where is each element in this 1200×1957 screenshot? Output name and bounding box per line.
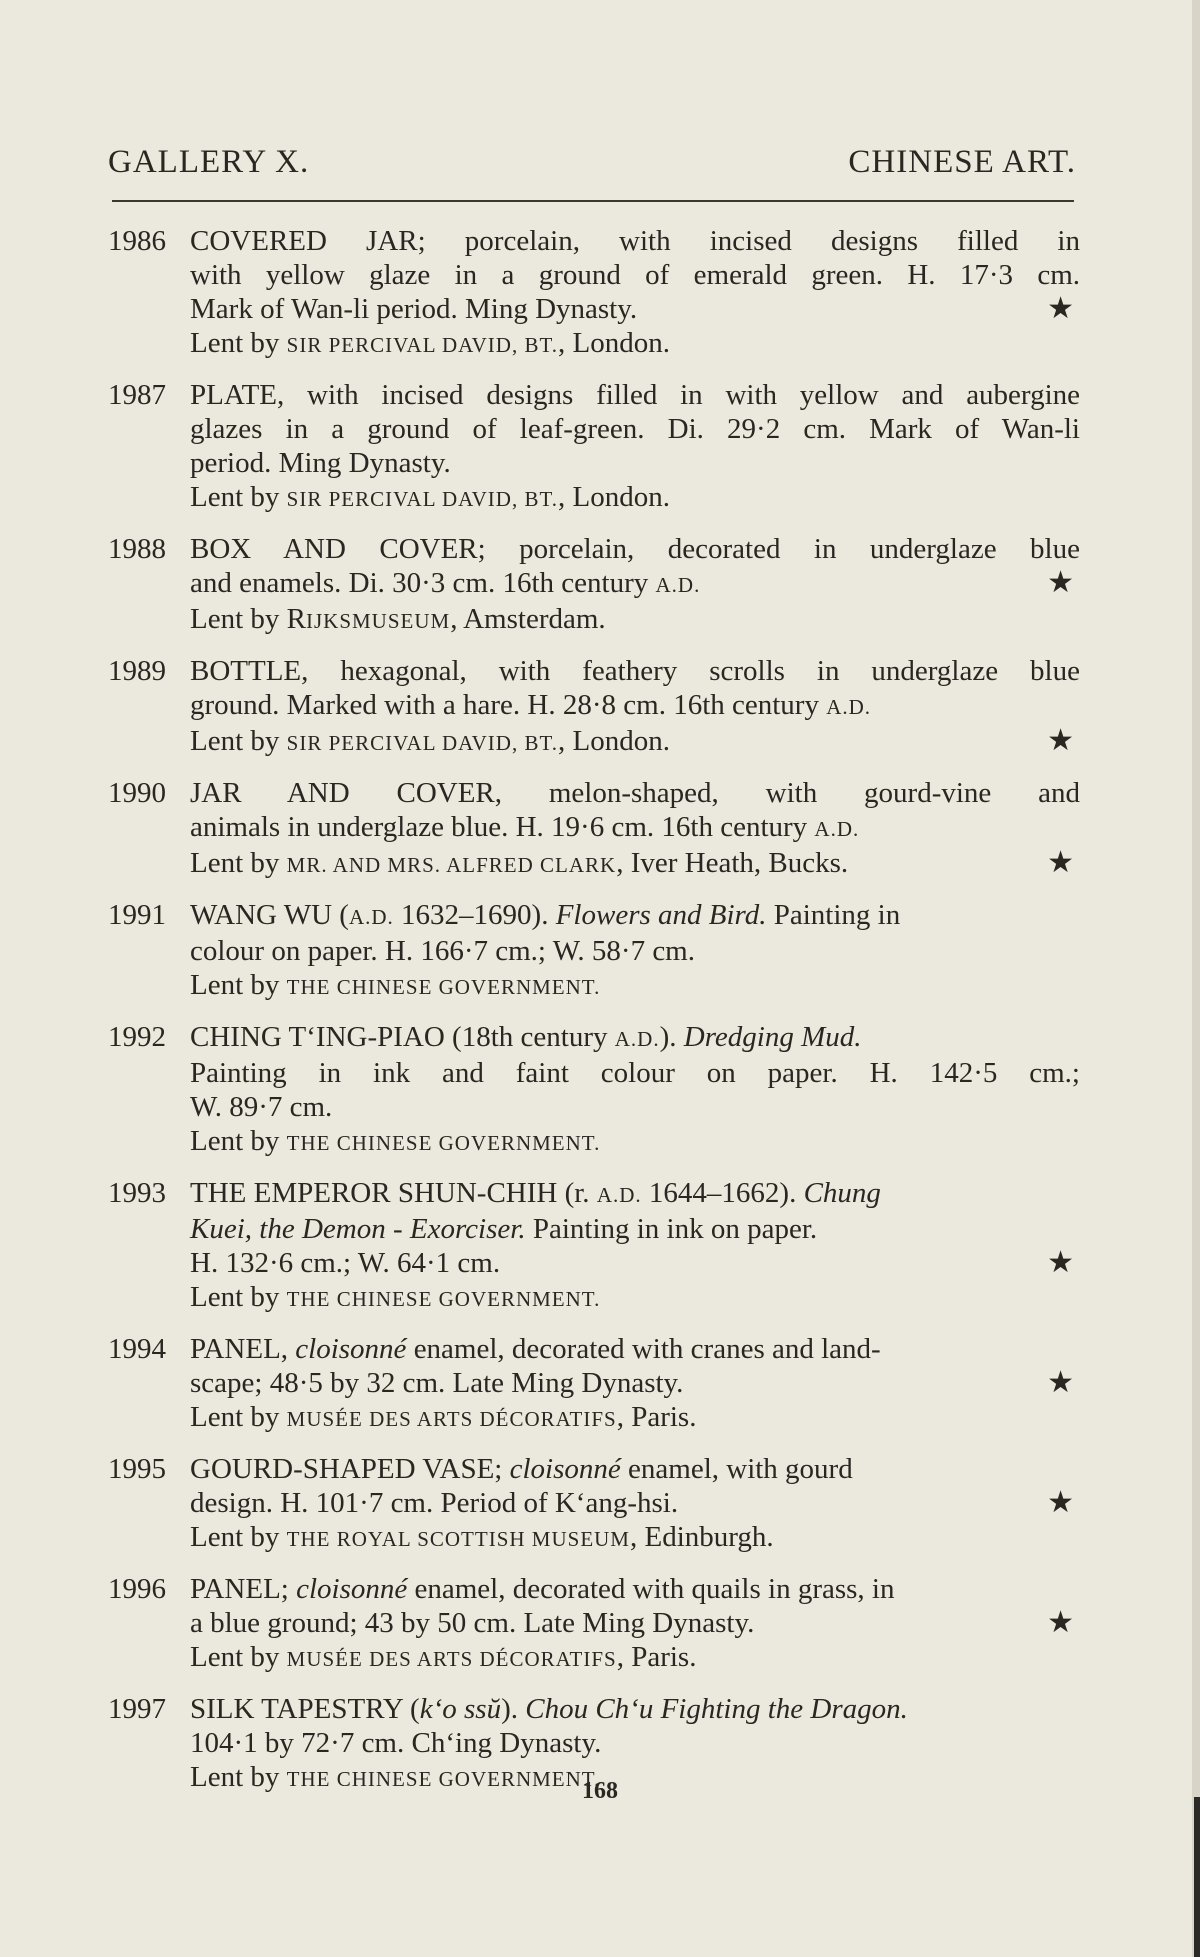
entry-line: and enamels. Di. 30·3 cm. 16th century A.D. ★ <box>190 565 1074 600</box>
entry-line: Painting in ink and faint colour on paper. H. 142·5 cm.; <box>190 1057 1080 1089</box>
entry-line: Mark of Wan-li period. Ming Dynasty. ★ <box>190 291 1074 326</box>
entry-line: BOTTLE, hexagonal, with feathery scrolls in underglaze blue <box>190 655 1080 687</box>
catalogue-entry <box>108 1332 1088 1436</box>
entry-body <box>190 1572 1080 1676</box>
entry-body <box>190 776 1080 882</box>
entry-line: PANEL; cloisonné enamel, decorated with quails in grass, in <box>190 1573 895 1605</box>
lender-line: Lent by THE CHINESE GOVERNMENT. <box>190 1125 601 1157</box>
lender-name: SIR PERCIVAL DAVID, BT. <box>286 731 558 755</box>
entry-body <box>190 532 1080 638</box>
entry-line: scape; 48·5 by 32 cm. Late Ming Dynasty. ★ <box>190 1365 1074 1400</box>
star-icon: ★ <box>1047 1485 1074 1520</box>
entry-number: 1989 <box>108 655 166 687</box>
entry-line: SILK TAPESTRY (k‘o ssŭ). Chou Ch‘u Fighting the Dragon. <box>190 1693 908 1725</box>
entry-line: period. Ming Dynasty. <box>190 447 451 479</box>
lender-name: THE CHINESE GOVERNMENT. <box>286 1287 601 1311</box>
entry-line: 104·1 by 72·7 cm. Ch‘ing Dynasty. <box>190 1727 602 1759</box>
lender-name: THE CHINESE GOVERNMENT. <box>286 1767 601 1791</box>
entry-body <box>190 378 1080 516</box>
entry-line: animals in underglaze blue. H. 19·6 cm. 16th century A.D. <box>190 811 860 843</box>
page-number: 168 <box>582 1778 618 1804</box>
lender-line: Lent by SIR PERCIVAL DAVID, BT., London. <box>190 327 670 359</box>
star-icon: ★ <box>1047 723 1074 758</box>
entry-number: 1997 <box>108 1693 166 1725</box>
entry-body <box>190 1452 1080 1556</box>
entry-number: 1986 <box>108 225 166 257</box>
entry-line: colour on paper. H. 166·7 cm.; W. 58·7 cm. <box>190 935 695 967</box>
star-icon: ★ <box>1047 1605 1074 1640</box>
entry-body <box>190 1332 1080 1436</box>
lender-line: Lent by RIJKSMUSEUM, Amsterdam. <box>190 603 606 635</box>
entry-line: GOURD-SHAPED VASE; cloisonné enamel, with gourd <box>190 1453 853 1485</box>
star-icon: ★ <box>1047 291 1074 326</box>
lender-line: Lent by SIR PERCIVAL DAVID, BT., London. ★ <box>190 723 1074 758</box>
lender-line: Lent by MR. AND MRS. ALFRED CLARK, Iver Heath, Bucks. ★ <box>190 845 1074 880</box>
entry-number: 1992 <box>108 1021 166 1053</box>
lender-line: Lent by SIR PERCIVAL DAVID, BT., London. <box>190 481 670 513</box>
entry-body <box>190 1020 1080 1160</box>
lender-line: Lent by MUSÉE DES ARTS DÉCORATIFS, Paris. <box>190 1641 697 1673</box>
entry-body <box>190 898 1080 1004</box>
star-icon: ★ <box>1047 1365 1074 1400</box>
lender-name: THE CHINESE GOVERNMENT. <box>286 975 601 999</box>
entry-line: glazes in a ground of leaf-green. Di. 29·2 cm. Mark of Wan-li <box>190 413 1080 445</box>
header-rule <box>112 200 1074 202</box>
entry-body <box>190 654 1080 760</box>
lender-name: THE ROYAL SCOTTISH MUSEUM <box>286 1527 630 1551</box>
lender-name: SIR PERCIVAL DAVID, BT. <box>286 487 558 511</box>
entry-line: WANG WU (A.D. 1632–1690). Flowers and Bird. Painting in <box>190 899 901 931</box>
entry-body <box>190 224 1080 362</box>
catalogue-entry <box>108 1020 1088 1160</box>
entry-line: H. 132·6 cm.; W. 64·1 cm. ★ <box>190 1245 1074 1280</box>
lender-name: RIJKSMUSEUM <box>286 603 451 635</box>
entry-number: 1995 <box>108 1453 166 1485</box>
catalogue-entries <box>108 224 1088 1812</box>
lender-name: SIR PERCIVAL DAVID, BT. <box>286 333 558 357</box>
entry-line: BOX AND COVER; porcelain, decorated in underglaze blue <box>190 533 1080 565</box>
entry-number: 1996 <box>108 1573 166 1605</box>
entry-number: 1990 <box>108 777 166 809</box>
entry-number: 1994 <box>108 1333 166 1365</box>
star-icon: ★ <box>1047 845 1074 880</box>
entry-line: design. H. 101·7 cm. Period of K‘ang-hsi. ★ <box>190 1485 1074 1520</box>
lender-name: MUSÉE DES ARTS DÉCORATIFS <box>286 1647 617 1671</box>
entry-line: Kuei, the Demon - Exorciser. Painting in ink on paper. <box>190 1213 818 1245</box>
catalogue-entry <box>108 1176 1088 1316</box>
entry-body <box>190 1176 1080 1316</box>
entry-line: CHING T‘ING-PIAO (18th century A.D.). Dredging Mud. <box>190 1021 862 1053</box>
section-title: CHINESE ART. <box>848 144 1076 180</box>
catalogue-entry <box>108 532 1088 638</box>
lender-name: MR. AND MRS. ALFRED CLARK <box>286 853 617 877</box>
lender-line: Lent by THE ROYAL SCOTTISH MUSEUM, Edinburgh. <box>190 1521 774 1553</box>
gallery-title: GALLERY X. <box>108 144 310 180</box>
catalogue-entry <box>108 378 1088 516</box>
catalogue-entry <box>108 224 1088 362</box>
lender-name: THE CHINESE GOVERNMENT. <box>286 1131 601 1155</box>
catalogue-entry <box>108 654 1088 760</box>
entry-number: 1991 <box>108 899 166 931</box>
entry-line: THE EMPEROR SHUN-CHIH (r. A.D. 1644–1662). Chung <box>190 1177 881 1209</box>
catalogue-entry <box>108 1452 1088 1556</box>
entry-number: 1993 <box>108 1177 166 1209</box>
entry-line: COVERED JAR; porcelain, with incised designs filled in <box>190 225 1080 257</box>
entry-line: ground. Marked with a hare. H. 28·8 cm. 16th century A.D. <box>190 689 872 721</box>
star-icon: ★ <box>1047 565 1074 600</box>
catalogue-entry <box>108 898 1088 1004</box>
entry-line: JAR AND COVER, melon-shaped, with gourd-vine and <box>190 777 1080 809</box>
entry-line: a blue ground; 43 by 50 cm. Late Ming Dynasty. ★ <box>190 1605 1074 1640</box>
entry-line: PLATE, with incised designs filled in with yellow and aubergine <box>190 379 1080 411</box>
entry-number: 1988 <box>108 533 166 565</box>
lender-line: Lent by THE CHINESE GOVERNMENT. <box>190 969 601 1001</box>
star-icon: ★ <box>1047 1245 1074 1280</box>
lender-line: Lent by THE CHINESE GOVERNMENT. <box>190 1281 601 1313</box>
catalogue-entry <box>108 1572 1088 1676</box>
entry-line: with yellow glaze in a ground of emerald green. H. 17·3 cm. <box>190 259 1080 291</box>
entry-line: W. 89·7 cm. <box>190 1091 333 1123</box>
entry-line: PANEL, cloisonné enamel, decorated with cranes and land- <box>190 1333 881 1365</box>
page-edge <box>1192 0 1200 1957</box>
catalogue-entry <box>108 776 1088 882</box>
running-header <box>108 144 1076 192</box>
binding-shadow <box>1194 1797 1200 1957</box>
lender-name: MUSÉE DES ARTS DÉCORATIFS <box>286 1407 617 1431</box>
entry-number: 1987 <box>108 379 166 411</box>
lender-line: Lent by MUSÉE DES ARTS DÉCORATIFS, Paris. <box>190 1401 697 1433</box>
lender-line: Lent by THE CHINESE GOVERNMENT. <box>190 1761 601 1793</box>
